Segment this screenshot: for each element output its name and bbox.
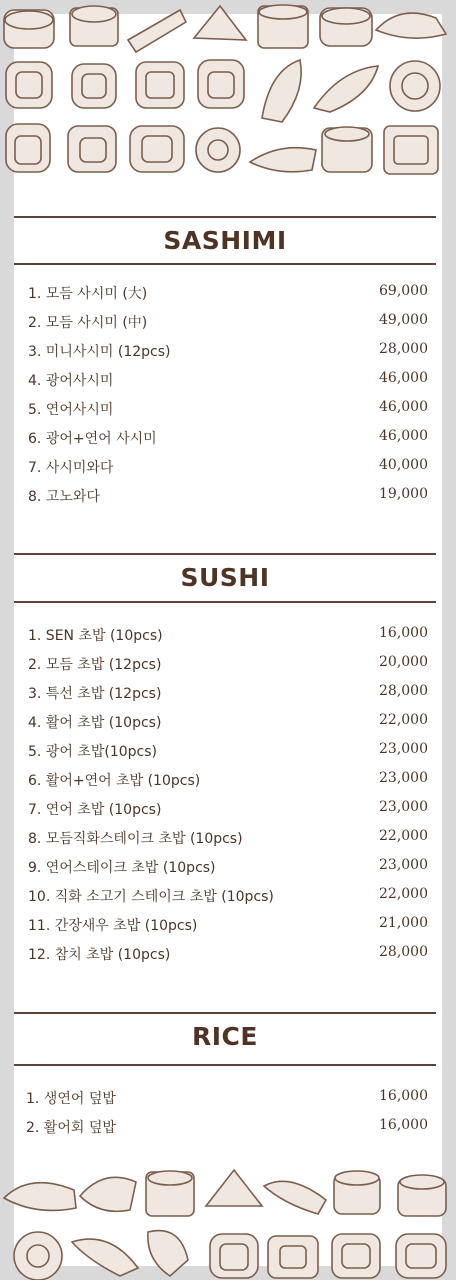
- item-price: 46,000: [379, 370, 428, 386]
- menu-item: [28, 828, 428, 852]
- item-name: 8. 모듬직화스테이크 초밥 (10pcs): [28, 831, 243, 847]
- item-name: 11. 간장새우 초밥 (10pcs): [28, 918, 198, 934]
- item-name: 1. 모듬 사시미 (大): [28, 286, 148, 302]
- item-name: 10. 직화 소고기 스테이크 초밥 (10pcs): [28, 889, 274, 905]
- rice-top-rule: [14, 1012, 436, 1014]
- item-name: 5. 광어 초밥(10pcs): [28, 744, 157, 760]
- rice-bottom-rule: [14, 1064, 436, 1066]
- sushi-drawing-bottom: [0, 1160, 456, 1280]
- menu-item: [28, 399, 428, 423]
- menu-item: [26, 1117, 428, 1141]
- item-name: 12. 참치 초밥 (10pcs): [28, 947, 171, 963]
- menu-item: [28, 770, 428, 794]
- menu-item: [28, 486, 428, 510]
- menu-item: [28, 799, 428, 823]
- section-title-rice: RICE: [192, 1022, 258, 1051]
- section-title-sashimi: SASHIMI: [163, 226, 287, 255]
- menu-item: [28, 312, 428, 336]
- sushi-bottom-rule: [14, 601, 436, 603]
- menu-item: [28, 283, 428, 307]
- item-name: 2. 모듬 초밥 (12pcs): [28, 657, 162, 673]
- menu-item: [28, 741, 428, 765]
- item-name: 4. 광어사시미: [28, 373, 114, 389]
- item-price: 20,000: [379, 654, 428, 670]
- item-name: 2. 모듬 사시미 (中): [28, 315, 148, 331]
- item-price: 22,000: [379, 828, 428, 844]
- item-price: 23,000: [379, 770, 428, 786]
- section-title-sushi: SUSHI: [180, 563, 270, 592]
- item-name: 8. 고노와다: [28, 489, 100, 505]
- item-name: 2. 활어회 덮밥: [26, 1120, 116, 1136]
- item-price: 28,000: [379, 341, 428, 357]
- menu-item: [28, 944, 428, 968]
- sashimi-bottom-rule: [14, 263, 436, 265]
- sashimi-top-rule: [14, 216, 436, 218]
- item-price: 21,000: [379, 915, 428, 931]
- item-price: 69,000: [379, 283, 428, 299]
- item-price: 22,000: [379, 886, 428, 902]
- item-price: 28,000: [379, 683, 428, 699]
- item-name: 9. 연어스테이크 초밥 (10pcs): [28, 860, 216, 876]
- item-price: 49,000: [379, 312, 428, 328]
- menu-item: [28, 428, 428, 452]
- item-price: 22,000: [379, 712, 428, 728]
- item-name: 3. 미니사시미 (12pcs): [28, 344, 171, 360]
- menu-item: [28, 625, 428, 649]
- item-price: 19,000: [379, 486, 428, 502]
- menu-item: [28, 886, 428, 910]
- menu-item: [28, 915, 428, 939]
- item-name: 6. 활어+연어 초밥 (10pcs): [28, 773, 201, 789]
- sushi-top-rule: [14, 553, 436, 555]
- menu-item: [28, 341, 428, 365]
- item-price: 46,000: [379, 399, 428, 415]
- item-name: 3. 특선 초밥 (12pcs): [28, 686, 162, 702]
- item-price: 23,000: [379, 799, 428, 815]
- item-name: 7. 연어 초밥 (10pcs): [28, 802, 162, 818]
- menu-item: [28, 857, 428, 881]
- item-name: 4. 활어 초밥 (10pcs): [28, 715, 162, 731]
- bottom-sushi-illustration: [0, 1160, 456, 1280]
- item-price: 16,000: [379, 625, 428, 641]
- item-price: 46,000: [379, 428, 428, 444]
- item-name: 1. 생연어 덮밥: [26, 1091, 116, 1107]
- item-price: 28,000: [379, 944, 428, 960]
- item-price: 23,000: [379, 857, 428, 873]
- item-name: 7. 사시미와다: [28, 460, 114, 476]
- item-name: 1. SEN 초밥 (10pcs): [28, 628, 163, 644]
- menu-item: [26, 1088, 428, 1112]
- item-price: 40,000: [379, 457, 428, 473]
- menu-item: [28, 457, 428, 481]
- item-price: 23,000: [379, 741, 428, 757]
- menu-item: [28, 370, 428, 394]
- item-name: 5. 연어사시미: [28, 402, 114, 418]
- menu-item: [28, 654, 428, 678]
- item-price: 16,000: [379, 1117, 428, 1133]
- item-name: 6. 광어+연어 사시미: [28, 431, 157, 447]
- top-sushi-illustration: [0, 0, 456, 185]
- item-price: 16,000: [379, 1088, 428, 1104]
- sushi-drawing-top: [0, 0, 456, 185]
- menu-item: [28, 683, 428, 707]
- menu-item: [28, 712, 428, 736]
